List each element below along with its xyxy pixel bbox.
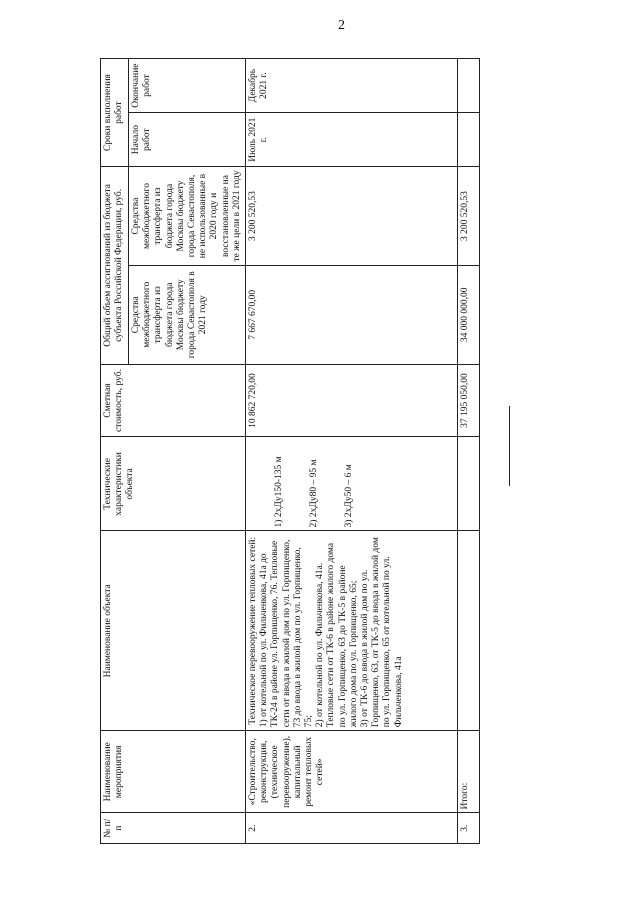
header-object: Наименование объекта xyxy=(101,531,246,731)
row2-num: 2. xyxy=(246,813,458,844)
row3-cost: 37 195 050,00 xyxy=(458,364,480,437)
row3-num: 3. xyxy=(458,813,480,844)
row2-tech-1: 1) 2хДу150-135 м xyxy=(274,456,285,528)
row3-alloc-2020: 3 200 520,53 xyxy=(458,167,480,266)
header-start: Начало работ xyxy=(129,113,246,167)
budget-table xyxy=(100,58,480,844)
header-alloc-2021: Средства межбюджетного трансферта из бюджета города Москвы бюджету города Севастополя в 2021 году xyxy=(129,265,246,364)
header-end: Окончание работ xyxy=(129,59,246,113)
header-num: № п/п xyxy=(101,813,246,844)
row2-object-1: 1) от котельной по ул. Фильченкова, 41а до ТК-24 в районе ул. Горпищенко, 76. Тепловые сети от ввода в жилой дом по ул. Горпищенко, 73 до ввода в жилой дом по ул. Горпищенко, 75; xyxy=(259,539,315,728)
row3-label: Итого: xyxy=(458,731,480,813)
margin-line xyxy=(509,406,510,486)
header-event: Наименование мероприятия xyxy=(101,731,246,813)
row3-tech xyxy=(458,437,480,531)
row3-start xyxy=(458,113,480,167)
header-total-allocation: Общий объем ассигнований из бюджета субъекта Российской Федерации, руб. xyxy=(101,167,129,364)
row2-event: «Строительство, реконструкция, (техническое перевооружение), капитальный ремонт тепловых сетей» xyxy=(246,731,458,813)
row2-object-title: Техническое перевооружение тепловых сетей: xyxy=(248,536,259,725)
row2-alloc-2021: 7 667 670,00 xyxy=(246,265,458,364)
row3-object xyxy=(458,531,480,731)
row2-tech xyxy=(246,437,458,531)
header-terms: Сроки выполнения работ xyxy=(101,59,129,167)
row2-object xyxy=(246,531,458,731)
row2-cost: 10 862 720,00 xyxy=(246,364,458,437)
row3-end xyxy=(458,59,480,113)
header-cost: Сметная стоимость, руб. xyxy=(101,364,246,437)
row3-alloc-2021: 34 000 000,00 xyxy=(458,265,480,364)
rotated-table-container xyxy=(100,58,471,844)
row2-start: Июль 2021 г. xyxy=(246,113,458,167)
row2-alloc-2020: 3 200 520,53 xyxy=(246,167,458,266)
header-alloc-2020: Средства межбюджетного трансферта из бюджета города Москвы бюджету города Севастополя, не использованные в 2020 году и восстановленные на те же цели в 2021 году xyxy=(129,167,246,266)
header-tech: Технические характеристики объекта xyxy=(101,437,246,531)
row2-end: Декабрь 2021 г. xyxy=(246,59,458,113)
row2-tech-3: 3) 2хДу50 – 6 м xyxy=(344,464,355,528)
row2-object-3: 3) от ТК-6 до ввода в жилой дом по ул. Горпищенко, 63, от ТК-5 до ввода в жилой дом по ул. Горпищенко, 65 от котельной по ул. Фильченкова, 41а xyxy=(360,537,404,728)
row2-tech-2: 2) 2хДу80 – 95 м xyxy=(309,459,320,528)
page-number: 2 xyxy=(338,18,345,33)
row2-object-2: 2) от котельной по ул. Фильченкова, 41а. Тепловые сети от ТК-6 в районе жилого дома по ул. Горпищенко, 63 до ТК-5 в районе жилого дома по ул. Горпищенко, 65; xyxy=(315,542,359,728)
